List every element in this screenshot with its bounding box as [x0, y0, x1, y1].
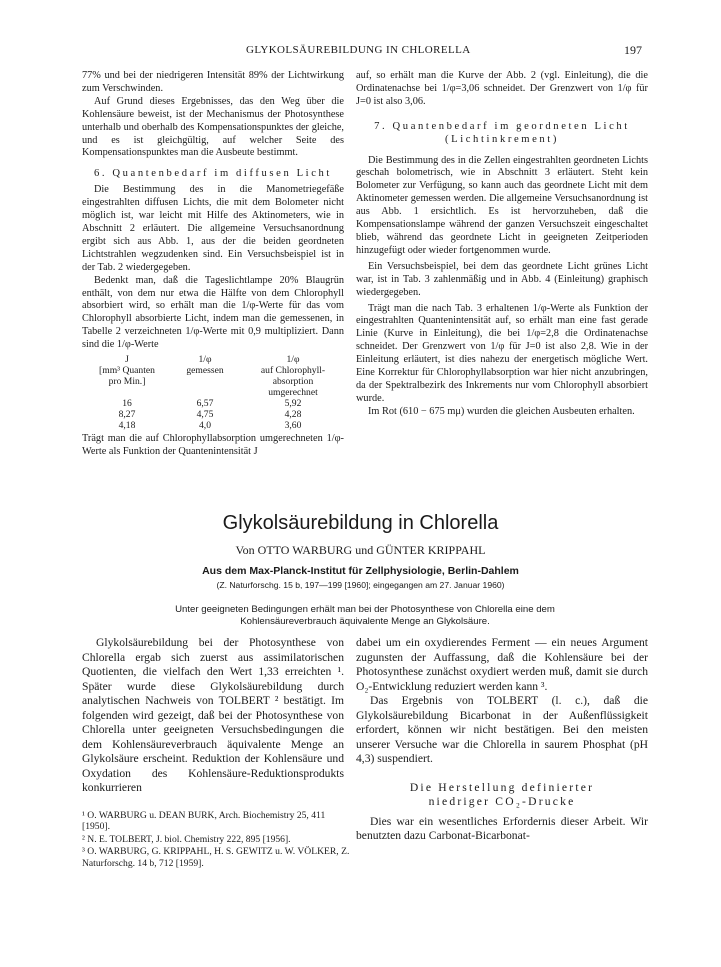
section-heading: Die Herstellung definierter — [409, 780, 595, 794]
page-number: 197 — [624, 43, 642, 57]
footnote: ² N. E. TOLBERT, J. biol. Chemistry 222, 895 [1956]. — [82, 833, 291, 845]
paragraph: Dies war ein wesentliches Erfordernis dieser Arbeit. Wir benutzten dazu Carbonat-Bicarbonat- — [356, 814, 648, 842]
footnote: ³ O. WARBURG, G. KRIPPAHL, H. S. GEWITZ u. W. VÖLKER, Z. Naturforschg. 14 b, 712 [1959]. — [82, 846, 350, 869]
paragraph: Glykolsäurebildung bei der Photosynthese von Chlorella ergab sich zuerst aus assimilatorischen Quotienten, die vielfach den Wert 1,33 erreichten ¹. Später wurde diese Glykolsäurebildung durch analytischen Nachweis von TOLBERT ² bestätigt. Im folgenden wird gezeigt, daß bei der Photosynthese von Chlorella unter geeigneten Versuchsbedingungen die dem Kohlensäureverbrauch äquivalente Menge an Glykolsäure erscheint. Reduktion der Kohlensäure und Oxydation des Kohlensäure-Reduktionsprodukts konkurrieren — [82, 636, 344, 794]
table-cell: 4,28 — [284, 409, 302, 421]
table-cell: 8,27 — [118, 409, 136, 421]
paragraph: dabei um ein oxydierendes Ferment — ein neues Argument zugunsten der Auffassung, daß die Kohlensäure bei der Photosynthese zunächst oxydiert werden muß, damit sie durch O₂-Entwicklung reduziert werden kann ³. — [356, 636, 648, 693]
table-row — [88, 420, 342, 431]
paragraph: Auf Grund dieses Ergebnisses, das den Weg über die Kohlensäure beweist, ist der Mechanismus der Photosynthese unterhalb und oberhalb des Kompensationspunktes der gleiche, und es ist gleichgültig, auf welcher Seite des Kompensationspunktes man die Ausbeute bestimmt. — [82, 95, 344, 159]
paragraph: Trägt man die auf Chlorophyllabsorption umgerechneten 1/φ-Werte als Funktion der Quantenintensität J — [82, 433, 344, 457]
citation: (Z. Naturforschg. 15 b, 197—199 [1960]; eingegangen am 27. Januar 1960) — [216, 580, 505, 590]
table-header-cell: 1/φ gemessen — [186, 354, 224, 377]
table-header-cell: 1/φ auf Chlorophyll-absorption umgerechnet — [260, 354, 326, 399]
paragraph: Bedenkt man, daß die Tageslichtlampe 20% Blaugrün enthält, von dem nur etwa die Hälfte von dem Chlorophyll absorbiert wird, so erhält man die 1/φ-Werte für das vom Chlorophyll absorbierte Licht, indem man die gemessenen, in Tabelle 2 verzeichneten 1/φ-Werte mit 0,9 multipliziert. Dann sind die 1/φ-Werte — [82, 274, 344, 351]
table-cell: 3,60 — [284, 420, 302, 432]
table-cell: 4,75 — [196, 409, 214, 421]
table-cell: 4,0 — [199, 420, 211, 432]
table-header-cell: J [mm³ Quanten pro Min.] — [99, 354, 155, 388]
paragraph: Die Bestimmung des in die Zellen eingestrahlten geordneten Lichts geschah bolometrisch, wie in Abschnitt 3 erläutert. Steht kein Bolometer zur Verfügung, so kann auch das geordnete Licht mit dem Aktinometer gemessen werden. Die allgemeine Versuchsanordnung ist aus Abb. 1 ersichtlich. Es ist hervorzuheben, daß die Kompensationslampe während der ganzen Versuchszeit eingeschaltet blieb, während das geordnete Licht in geeigneten Zeitperioden hinzugefügt oder wieder fortgenommen wurde. — [356, 154, 648, 256]
lower-left-column — [82, 636, 344, 796]
footnote: ¹ O. WARBURG u. DEAN BURK, Arch. Biochemistry 25, 411 [1950]. — [82, 810, 326, 833]
article-title: Glykolsäurebildung in Chlorella — [222, 512, 499, 534]
paragraph: Im Rot (610 − 675 mμ) wurden die gleichen Ausbeuten erhalten. — [368, 405, 635, 417]
paragraph: Die Bestimmung des in die Manometriegefäße eingestrahlten diffusen Lichts, die mit dem Bolometer nicht möglich ist, war leicht mit Hilfe des Aktinometers, wie in Abschnitt 2 erläutert. Die allgemeine Versuchsanordnung ergibt sich aus Abb. 1, aus der die beiden geordneten Lichtstrahlen wegzudenken sind. Ein Versuchsbeispiel ist in der Tab. 2 wiedergegeben. — [82, 184, 344, 273]
table-header-row — [88, 354, 342, 398]
quantum-table — [88, 354, 342, 431]
paragraph: 77% und bei der niedrigeren Intensität 89% der Lichtwirkung zum Verschwinden. — [82, 70, 344, 94]
lower-right-column — [356, 636, 648, 844]
table-cell: 4,18 — [118, 420, 136, 432]
section-heading: 7. Quantenbedarf im geordneten Licht — [374, 120, 630, 132]
section-heading: 6. Quantenbedarf im diffusen Licht — [94, 168, 332, 180]
footnotes — [82, 810, 352, 870]
running-title: GLYKOLSÄUREBILDUNG IN CHLORELLA — [246, 44, 471, 56]
abstract: Unter geeigneten Bedingungen erhält man bei der Photosynthese von Chlorella eine dem Kohlensäureverbrauch äquivalente Menge an Glykolsäure. — [175, 604, 555, 627]
section-subheading: niedriger CO₂-Drucke — [428, 794, 576, 808]
authors: Von OTTO WARBURG und GÜNTER KRIPPAHL — [235, 543, 486, 557]
upper-right-column — [356, 70, 648, 419]
paragraph: auf, so erhält man die Kurve der Abb. 2 (vgl. Einleitung), die die Ordinatenachse bei 1/φ=3,06 schneidet. Der Grenzwert von 1/φ für J=0 ist also 3,06. — [356, 70, 648, 107]
table-cell: 5,92 — [284, 398, 302, 410]
paragraph: Trägt man die nach Tab. 3 erhaltenen 1/φ-Werte als Funktion der eingestrahlten Quantenintensität auf, so erhält man eine fast gerade Linie (Kurve in Einleitung), die bei 1/φ=2,8 die Ordinatenachse schneidet. Der Grenzwert von 1/φ für J=0 ist also 2,8. Wie in der Einleitung erläutert, ist dies nahezu der energetisch mögliche Wert. Eine Korrektur für Chlorophyllabsorption war hier nicht anzubringen, da der Spektralbezirk des Inkrements nur vom Chlorophyll absorbiert wurde. — [356, 302, 648, 404]
table-row — [88, 409, 342, 420]
section-subheading: (Lichtinkrement) — [445, 133, 559, 145]
paragraph: Das Ergebnis von TOLBERT (l. c.), daß die Glykolsäurebildung Bicarbonat in der Außenflüssigkeit erfordert, können wir nicht bestätigen. Bei den meisten unserer Versuche war die Chlorella in saurem Phosphat (pH 4,3) suspendiert. — [356, 694, 648, 765]
upper-left-column — [82, 70, 344, 459]
table-row — [88, 398, 342, 409]
table-cell: 6,57 — [196, 398, 214, 410]
affiliation: Aus dem Max-Planck-Institut für Zellphysiologie, Berlin-Dahlem — [202, 565, 519, 577]
paragraph: Ein Versuchsbeispiel, bei dem das geordnete Licht grünes Licht war, ist in Tab. 3 zahlenmäßig und in Abb. 4 (Einleitung) graphisch wiedergegeben. — [356, 260, 648, 298]
table-cell: 16 — [122, 398, 132, 410]
